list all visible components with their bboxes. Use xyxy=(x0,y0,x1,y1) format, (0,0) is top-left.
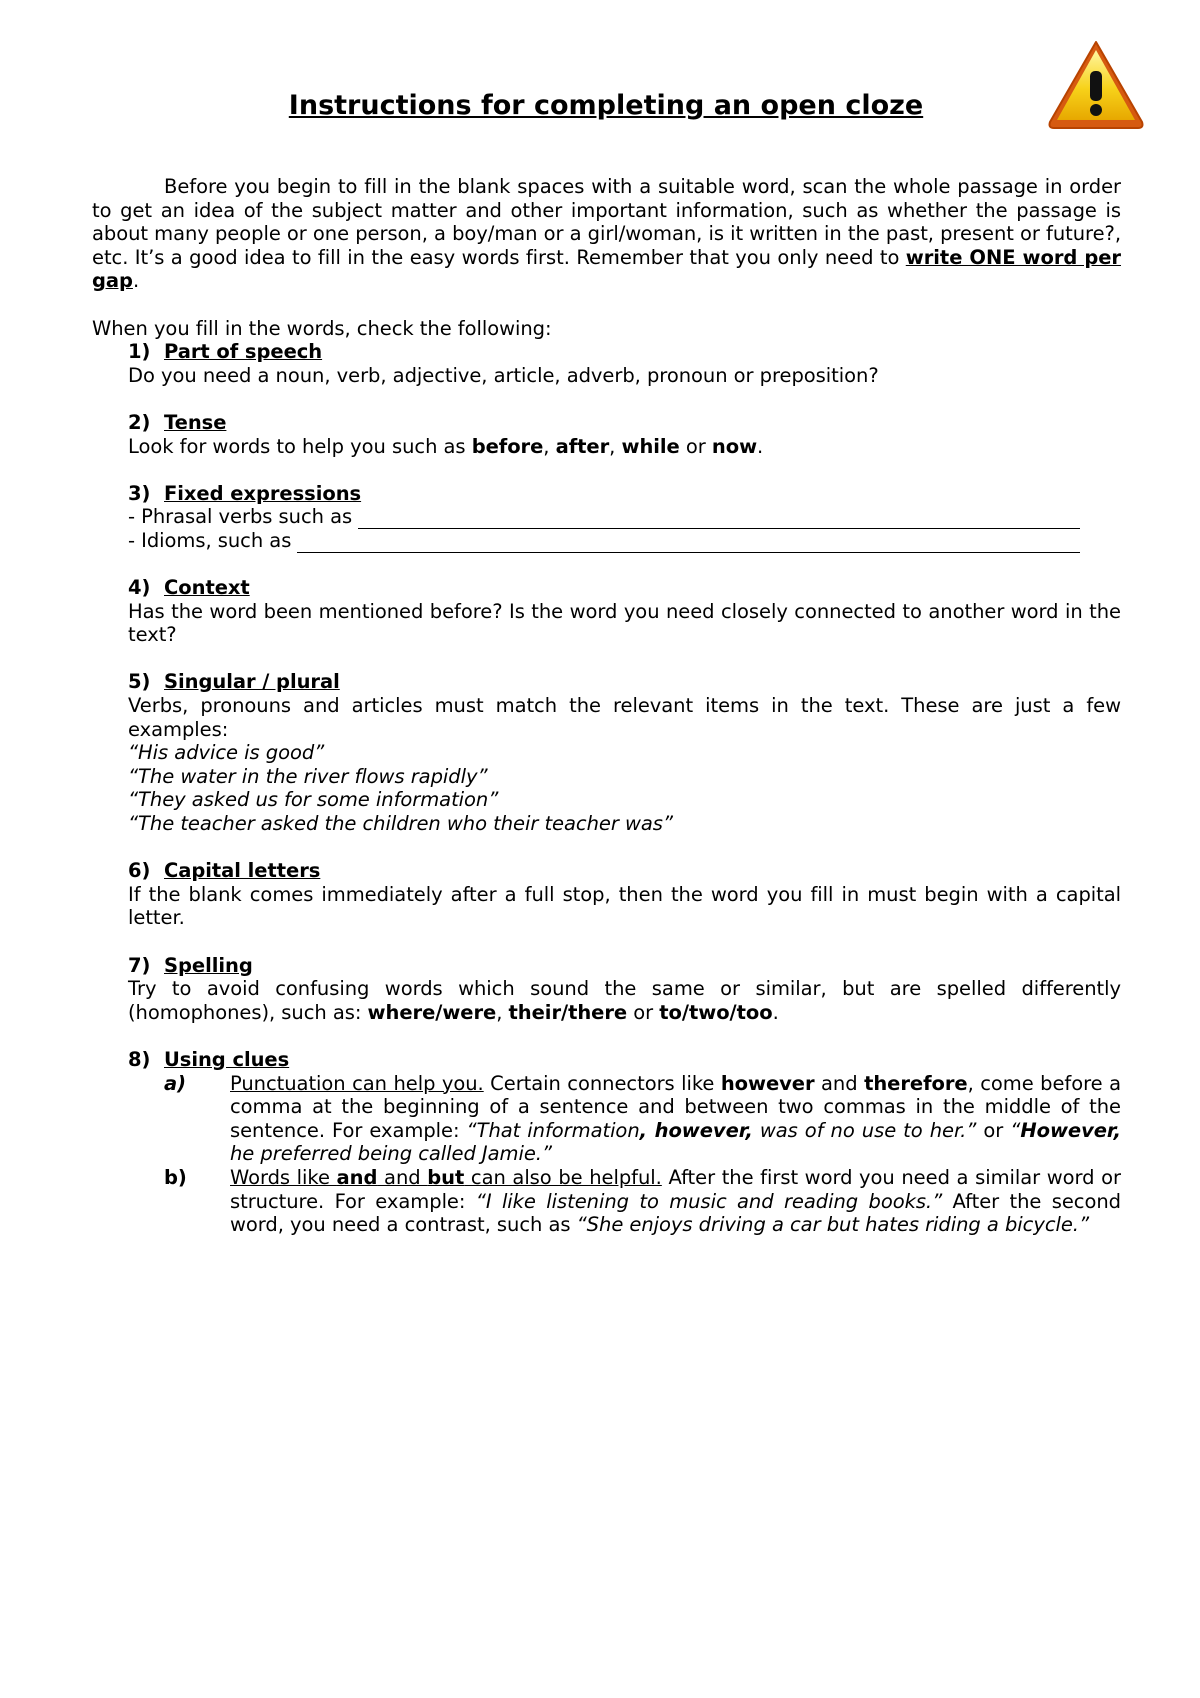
page-title: Instructions for completing an open cloze xyxy=(288,90,924,121)
example-sentence: “His advice is good” xyxy=(128,741,325,765)
clue-marker: b) xyxy=(164,1165,187,1189)
idioms-line: - Idioms, such as xyxy=(128,529,1121,553)
example-sentence: “The teacher asked the children who their teacher was” xyxy=(128,812,673,836)
section-heading: 2) Tense xyxy=(128,410,227,434)
example-sentence: “They asked us for some information” xyxy=(128,788,499,812)
section-heading: 8) Using clues xyxy=(128,1047,290,1071)
intro-end: . xyxy=(132,269,140,293)
section-using-clues xyxy=(92,1048,1121,1072)
section-heading: 7) Spelling xyxy=(128,953,253,977)
section-heading: 5) Singular / plural xyxy=(128,670,340,694)
check-intro: When you fill in the words, check the following: xyxy=(92,316,552,340)
section-text: Try to avoid confusing words which sound the same or similar, but are spelled differently (homophones), such as: where/were, their/there or to/two/too. xyxy=(128,977,1121,1024)
section-heading: 3) Fixed expressions xyxy=(128,481,362,505)
section-heading: 1) Part of speech xyxy=(128,340,323,364)
section-text: If the blank comes immediately after a full stop, then the word you fill in must begin with a capital letter. xyxy=(128,882,1121,930)
section-heading: 4) Context xyxy=(128,576,250,600)
clue-item-b xyxy=(92,1166,1121,1237)
section-part-of-speech xyxy=(92,340,1121,387)
instructions-body xyxy=(92,175,1121,1237)
section-text: Verbs, pronouns and articles must match the relevant items in the text. These are just a few examples: xyxy=(128,694,1121,741)
example-sentence: “The water in the river flows rapidly” xyxy=(128,764,488,788)
section-fixed-expressions xyxy=(92,482,1121,553)
clue-text: Punctuation can help you. Certain connectors like however and therefore, come before a comma at the beginning of a sentence and between two commas in the middle of the sentence. For example: “That information, however, was of no use to her.” or “However, he preferred being called Jamie.” xyxy=(230,1071,1121,1166)
section-context xyxy=(92,576,1121,647)
section-text: Do you need a noun, verb, adjective, article, adverb, pronoun or preposition? xyxy=(128,363,879,387)
section-heading: 6) Capital letters xyxy=(128,859,321,883)
intro-emphasis: write ONE word per gap xyxy=(92,245,1121,293)
section-text: Look for words to help you such as before, after, while or now. xyxy=(128,434,764,458)
clue-marker: a) xyxy=(164,1071,186,1095)
clue-text: Words like and and but can also be helpful. After the first word you need a similar word or structure. For example: “I like listening to music and reading books.” After the second word, you need a contrast, such as “She enjoys driving a car but hates riding a bicycle.” xyxy=(230,1165,1121,1237)
intro-paragraph xyxy=(92,175,1121,293)
section-tense xyxy=(92,411,1121,458)
section-capital-letters xyxy=(92,859,1121,930)
section-spelling xyxy=(92,954,1121,1025)
intro-text: Before you begin to fill in the blank spaces with a suitable word, scan the whole passage in order to get an idea of the subject matter and other important information, such as whether the passage is about many people or one person, a boy/man or a girl/woman, is it written in the past, present or future?, etc. It’s a good idea to fill in the easy words first. Remember that you only need to xyxy=(92,175,1121,269)
clue-item-a xyxy=(92,1072,1121,1166)
phrasal-verbs-blank[interactable] xyxy=(358,510,1080,529)
section-text: Has the word been mentioned before? Is the word you need closely connected to another word in the text? xyxy=(128,599,1121,647)
section-singular-plural xyxy=(92,670,1121,835)
idioms-blank[interactable] xyxy=(297,534,1080,553)
phrasal-verbs-line: - Phrasal verbs such as xyxy=(128,505,1121,529)
